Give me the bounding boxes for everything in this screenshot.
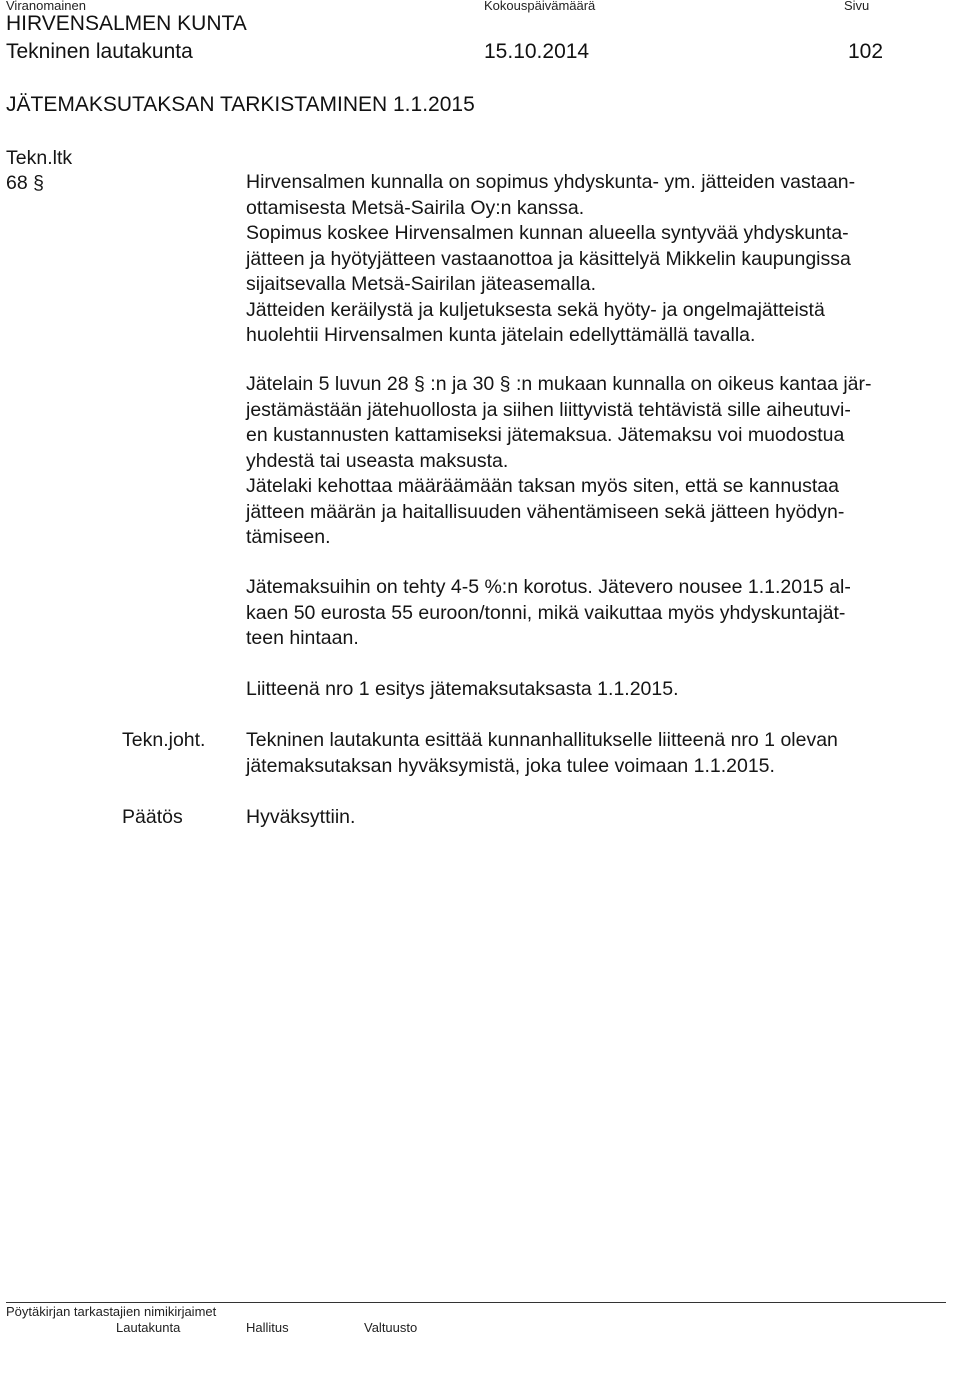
footer-divider [6,1302,946,1303]
paragraph-2 [246,372,872,551]
paragraph-line: jätemaksutaksan hyväksymistä, joka tulee voimaan 1.1.2015. [246,754,775,777]
section-number-value: 68 [6,172,28,194]
proposal-text [246,728,838,779]
paragraph-line: Jätelain 5 luvun 28 § :n ja 30 § :n mukaan kunnalla on oikeus kantaa jär- [246,373,872,395]
paragraph-line: teen hintaan. [246,627,359,649]
paragraph-line: jätteen ja hyötyjätteen vastaanottoa ja käsittelyä Mikkelin kaupungissa [246,247,851,270]
paragraph-line: kaen 50 eurosta 55 euroon/tonni, mikä vaikuttaa myös yhdyskuntajät- [246,601,846,624]
page-number: 102 [848,40,884,63]
signature-column-government: Hallitus [246,1320,289,1335]
paragraph-line: Hirvensalmen kunnalla on sopimus yhdyskunta- ym. jätteiden vastaan- [246,171,856,193]
paragraph-line: huolehtii Hirvensalmen kunta jätelain edellyttämällä tavalla. [246,324,756,346]
paragraph-line: sijaitsevalla Metsä-Sairilan jäteasemalla. [246,273,597,295]
paragraph-line: ottamisesta Metsä-Sairila Oy:n kanssa. [246,196,585,219]
paragraph-line: Jätelaki kehottaa määräämään taksan myös siten, että se kannustaa [246,475,839,497]
header-page-label: Sivu [844,0,870,13]
paragraph-3 [246,575,851,652]
committee-name: Tekninen lautakunta [6,40,193,63]
signature-column-council: Valtuusto [364,1320,418,1335]
section-number [6,171,44,197]
attachment-note: Liitteenä nro 1 esitys jätemaksutaksasta 1.1.2015. [246,678,679,700]
paragraph-line: tämiseen. [246,526,331,548]
paragraph-line: Jätteiden keräilystä ja kuljetuksesta sekä hyöty- ja ongelmajätteistä [246,298,825,321]
decision-label: Päätös [122,806,183,828]
paragraph-line: Tekninen lautakunta esittää kunnanhallitukselle liitteenä nro 1 olevan [246,729,838,751]
paragraph-line: jestämästään jätehuollosta ja siihen liittyvistä tehtävistä sille aiheutuvi- [246,398,851,421]
proposal-label: Tekn.joht. [122,729,206,751]
header-date-label: Kokouspäivämäärä [484,0,596,13]
paragraph-line: yhdestä tai useasta maksusta. [246,449,509,472]
section-title: JÄTEMAKSUTAKSAN TARKISTAMINEN 1.1.2015 [6,93,475,116]
paragraph-line: Jätemaksuihin on tehty 4-5 %:n korotus. Jätevero nousee 1.1.2015 al- [246,576,851,598]
signatures-label: Pöytäkirjan tarkastajien nimikirjaimet [6,1304,217,1319]
paragraph-line: en kustannusten kattamiseksi jätemaksua. Jätemaksu voi muodostua [246,424,845,446]
section-prefix: Tekn.ltk [6,147,73,169]
paragraph-symbol: § [33,172,44,194]
paragraph-line: Sopimus koskee Hirvensalmen kunnan alueella syntyvää yhdyskunta- [246,222,849,244]
paragraph-line: jätteen määrän ja haitallisuuden vähentämiseen sekä jätteen hyödyn- [246,500,845,523]
signature-column-board: Lautakunta [116,1320,181,1335]
meeting-date: 15.10.2014 [484,40,590,63]
paragraph-1 [246,170,855,349]
header-org-label: Viranomainen [6,0,86,13]
decision-text: Hyväksyttiin. [246,806,356,828]
org-name: HIRVENSALMEN KUNTA [6,12,247,35]
